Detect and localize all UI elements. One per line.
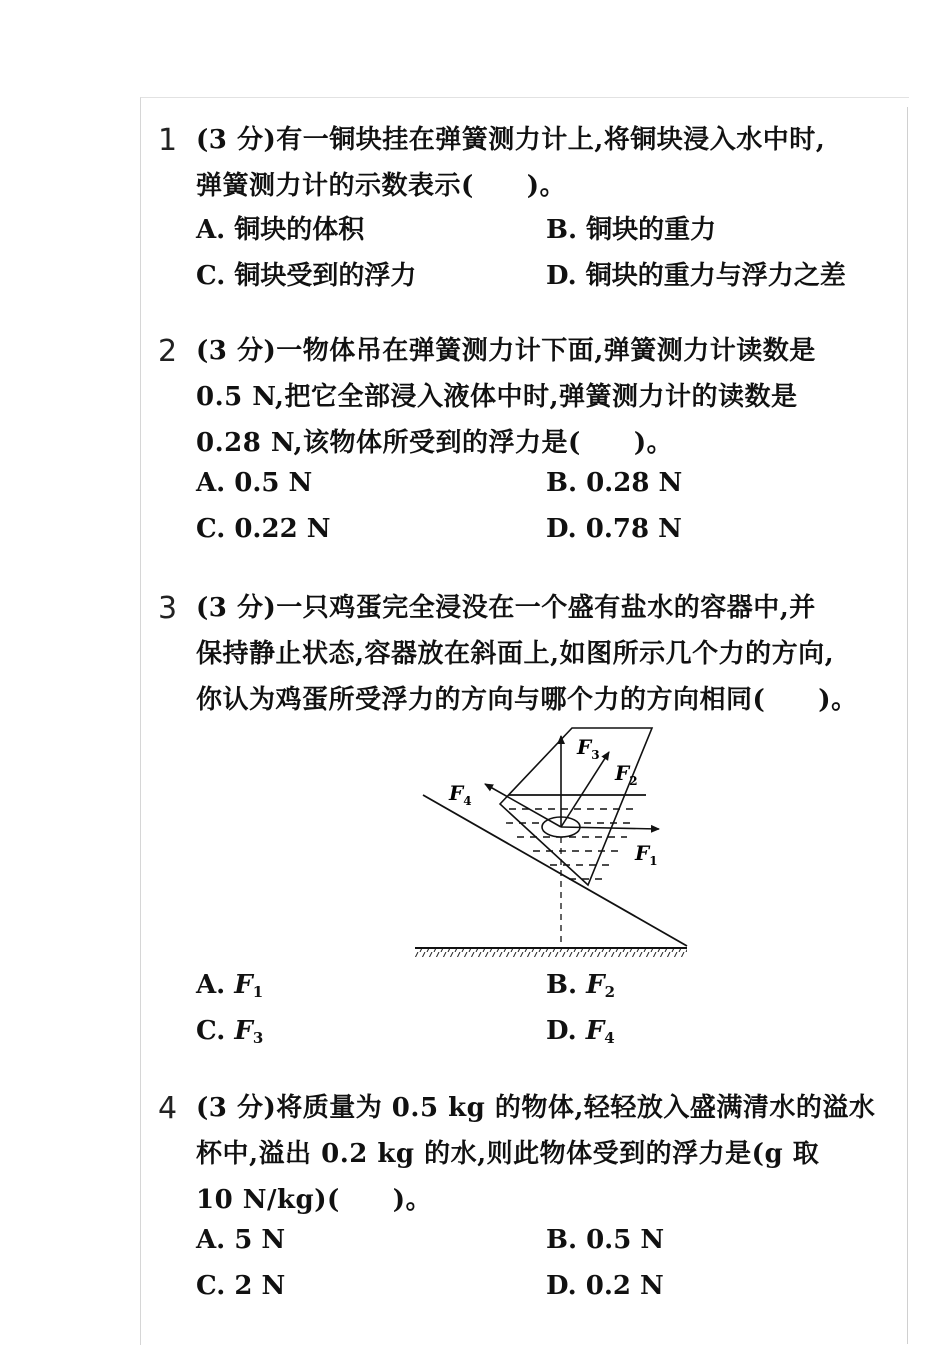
- force-symbol: F: [234, 970, 253, 1000]
- ground-hatch: [415, 949, 687, 957]
- incline-force-diagram: [405, 722, 705, 962]
- stem-line: 0.5 N,把它全部浸入液体中时,弹簧测力计的读数是: [196, 382, 798, 412]
- force-subscript: 4: [604, 1029, 615, 1047]
- force-symbol: F: [585, 1016, 605, 1046]
- stem-line: 你认为鸡蛋所受浮力的方向与哪个力的方向相同( )。: [196, 685, 858, 715]
- option-c[interactable]: C. 铜块受到的浮力: [196, 261, 417, 291]
- option-letter: C.: [196, 1016, 235, 1046]
- option-a[interactable]: A. 0.5 N: [196, 468, 313, 498]
- question-number: 3: [158, 591, 178, 626]
- stem-line: (3 分)有一铜块挂在弹簧测力计上,将铜块浸入水中时,: [196, 125, 826, 155]
- option-d[interactable]: D. 0.2 N: [546, 1271, 664, 1301]
- force-subscript: 3: [252, 1029, 264, 1047]
- option-a[interactable]: A. 铜块的体积: [196, 215, 365, 245]
- option-b[interactable]: B. 铜块的重力: [546, 215, 717, 245]
- option-c[interactable]: C. 2 N: [196, 1271, 286, 1301]
- force-f4-arrow: [485, 784, 561, 827]
- option-a[interactable]: A. 5 N: [196, 1225, 286, 1255]
- label-f4: $F_4$: [449, 781, 472, 808]
- stem-line: 10 N/kg)( )。: [196, 1185, 433, 1215]
- stem-line: 保持静止状态,容器放在斜面上,如图所示几个力的方向,: [196, 639, 835, 669]
- stem-line: (3 分)将质量为 0.5 kg 的物体,轻轻放入盛满清水的溢水: [196, 1093, 876, 1123]
- stem-line: 0.28 N,该物体所受到的浮力是( )。: [196, 428, 674, 458]
- sheet-edge: [907, 107, 908, 1344]
- stem-line: 杯中,溢出 0.2 kg 的水,则此物体受到的浮力是(g 取: [196, 1139, 820, 1169]
- option-d[interactable]: D. 0.78 N: [546, 514, 682, 544]
- force-subscript: 1: [252, 983, 264, 1001]
- option-letter: B.: [546, 970, 587, 1000]
- option-c[interactable]: C. 0.22 N: [196, 514, 331, 544]
- stem-line: (3 分)一只鸡蛋完全浸没在一个盛有盐水的容器中,并: [196, 593, 816, 623]
- question-number: 4: [158, 1091, 178, 1126]
- label-f1: $F_1$: [635, 841, 658, 868]
- option-b[interactable]: [546, 970, 615, 1001]
- question-stem: [196, 1085, 903, 1223]
- label-f2: $F_2$: [615, 761, 638, 788]
- label-f3: $F_3$: [577, 735, 600, 762]
- option-letter: D.: [546, 1016, 586, 1046]
- force-symbol: F: [234, 1016, 253, 1046]
- question-stem: [196, 585, 903, 723]
- stem-line: (3 分)一物体吊在弹簧测力计下面,弹簧测力计读数是: [196, 336, 816, 366]
- question-number: 2: [158, 334, 178, 369]
- option-d[interactable]: D. 铜块的重力与浮力之差: [546, 261, 846, 291]
- option-b[interactable]: B. 0.28 N: [546, 468, 683, 498]
- force-symbol: F: [586, 970, 605, 1000]
- option-d[interactable]: [546, 1016, 615, 1047]
- question-stem: [196, 117, 903, 209]
- force-subscript: 2: [604, 983, 615, 1001]
- option-b[interactable]: B. 0.5 N: [546, 1225, 665, 1255]
- option-a[interactable]: [196, 970, 263, 1001]
- option-c[interactable]: [196, 1016, 263, 1047]
- question-stem: [196, 328, 903, 466]
- question-number: 1: [158, 123, 178, 158]
- stem-line: 弹簧测力计的示数表示( )。: [196, 171, 567, 201]
- container: [500, 728, 652, 885]
- option-letter: A.: [196, 970, 235, 1000]
- force-f2-arrow: [561, 752, 609, 827]
